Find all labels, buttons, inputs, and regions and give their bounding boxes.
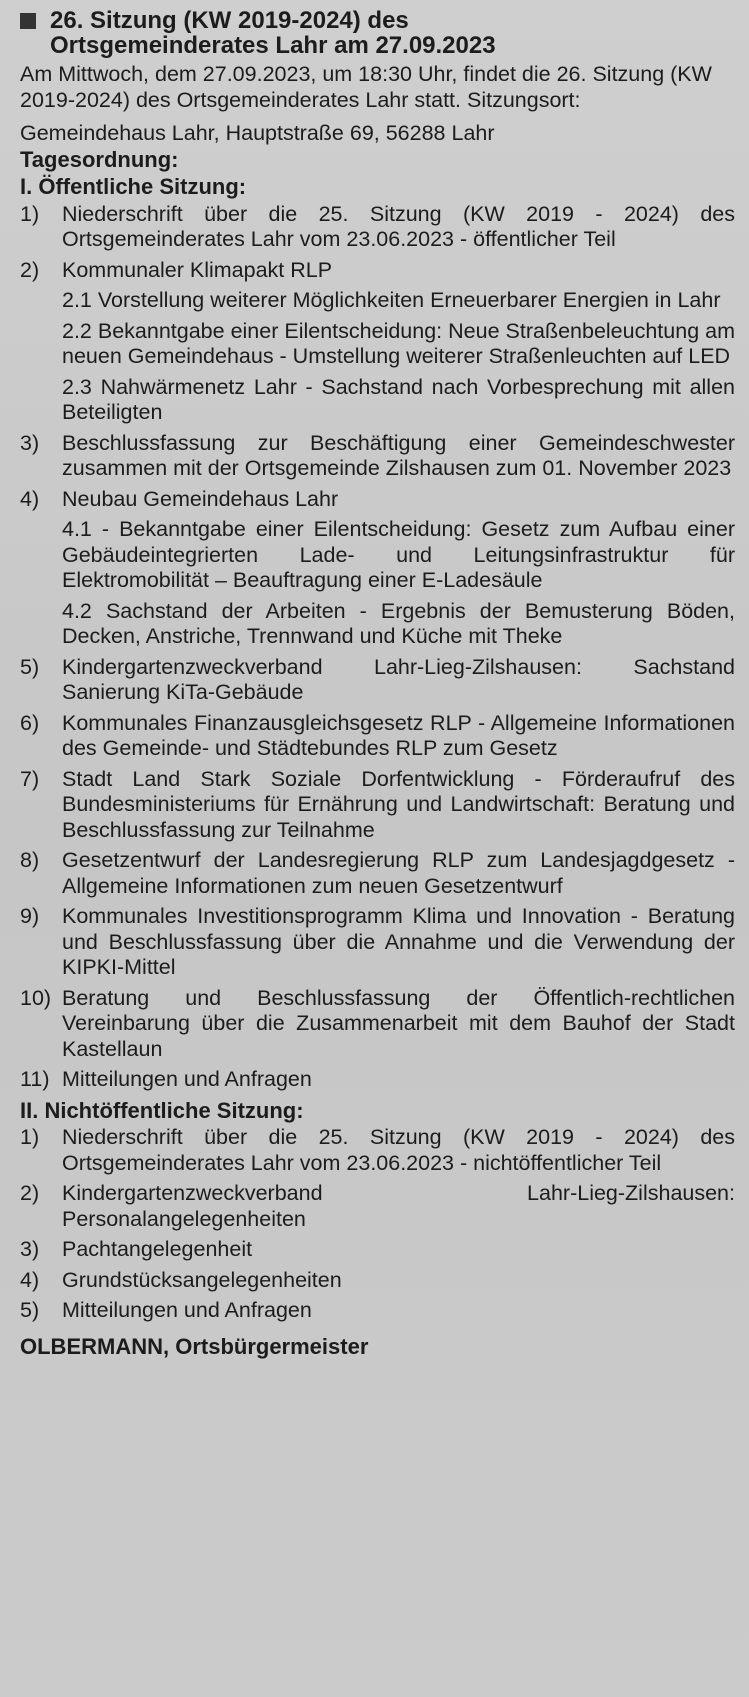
- agenda-title: Tagesordnung:: [20, 146, 179, 172]
- agenda-item-text: Niederschrift über die 25. Sitzung (KW 2019 - 2024) des Ortsgemeinderates Lahr vom 23.06.2023 - öffentlicher Teil: [62, 201, 735, 251]
- agenda-item: [20, 258, 735, 284]
- signature: OLBERMANN, Ortsbürgermeister: [20, 1333, 369, 1359]
- agenda-item: [20, 904, 735, 981]
- agenda-item-text: Kindergartenzweckverband Lahr-Lieg-Zilshausen: Sachstand Sanierung KiTa-Gebäude: [62, 654, 735, 704]
- agenda-item-number: 9): [20, 904, 40, 928]
- agenda-item-text: Kommunaler Klimapakt RLP: [62, 257, 333, 282]
- agenda-item: [20, 1237, 735, 1263]
- agenda-item-number: 4): [20, 486, 40, 511]
- agenda-item-number: 1): [20, 201, 40, 226]
- agenda-item: [20, 487, 735, 513]
- agenda-item: [20, 848, 735, 899]
- agenda-item-number: 5): [20, 654, 40, 679]
- agenda-item: [20, 767, 735, 844]
- agenda-item: [20, 1181, 735, 1232]
- agenda-item-text: Grundstücksangelegenheiten: [62, 1267, 342, 1292]
- agenda-item: [20, 1067, 735, 1093]
- agenda-item-text: Kindergartenzweckverband Lahr-Lieg-Zilshausen: Personalangelegenheiten: [62, 1181, 735, 1231]
- location-text: Gemeindehaus Lahr, Hauptstraße 69, 56288 Lahr: [20, 121, 495, 145]
- agenda-item-number: 10): [20, 985, 52, 1010]
- agenda-subitem: 4.2 Sachstand der Arbeiten - Ergebnis der Bemusterung Böden, Decken, Anstriche, Trennwand und Küche mit Theke: [62, 598, 735, 648]
- agenda-subitem: 2.2 Bekanntgabe einer Eilentscheidung: Neue Straßenbeleuchtung am neuen Gemeindehaus - Umstellung weiterer Straßenleuchten auf LED: [62, 318, 735, 368]
- headline-line-1: 26. Sitzung (KW 2019-2024) des: [50, 7, 409, 34]
- nonpublic-section-title: II. Nichtöffentliche Sitzung:: [20, 1097, 304, 1123]
- agenda-item-text: Mitteilungen und Anfragen: [62, 1067, 312, 1091]
- agenda-item-number: 7): [20, 766, 40, 791]
- agenda-item-text: Beratung und Beschlussfassung der Öffentlich-rechtlichen Vereinbarung über die Zusammenarbeit mit dem Bauhof der Stadt Kastellaun: [62, 985, 735, 1061]
- notice-headline: [20, 8, 735, 58]
- agenda-item: [20, 655, 735, 706]
- agenda-item-text: Kommunales Investitionsprogramm Klima und Innovation - Beratung und Beschlussfassung über die Annahme und die Verwendung der KIPKI-Mittel: [62, 904, 735, 979]
- agenda-item-number: 5): [20, 1298, 40, 1322]
- agenda-item: [20, 202, 735, 253]
- agenda-item-text: Neubau Gemeindehaus Lahr: [62, 486, 339, 511]
- agenda-item-text: Mitteilungen und Anfragen: [62, 1298, 312, 1322]
- agenda-item-text: Niederschrift über die 25. Sitzung (KW 2019 - 2024) des Ortsgemeinderates Lahr vom 23.06.2023 - nichtöffentlicher Teil: [62, 1125, 735, 1175]
- agenda-item-text: Kommunales Finanzausgleichsgesetz RLP - Allgemeine Informationen des Gemeinde- und Städtebundes RLP zum Gesetz: [62, 710, 735, 760]
- agenda-item-number: 4): [20, 1267, 40, 1292]
- agenda-subitem: 4.1 - Bekanntgabe einer Eilentscheidung: Gesetz zum Aufbau einer Gebäudeintegrierten Lade- und Leitungsinfrastruktur für Elektromobilität – Beauftragung einer E-Ladesäule: [62, 517, 735, 592]
- agenda-item-number: 2): [20, 1181, 40, 1205]
- agenda-item: [20, 986, 735, 1063]
- agenda-item: [20, 711, 735, 762]
- headline-line-2: Ortsgemeinderates Lahr am 27.09.2023: [50, 32, 496, 59]
- agenda-item: [20, 1298, 735, 1324]
- agenda-item-number: 11): [20, 1067, 50, 1091]
- square-bullet-icon: [20, 13, 36, 29]
- agenda-item: [20, 1125, 735, 1176]
- agenda-item-number: 8): [20, 848, 40, 872]
- agenda-item-text: Pachtangelegenheit: [62, 1237, 253, 1261]
- nonpublic-agenda-list: [20, 1125, 735, 1324]
- agenda-item-text: Gesetzentwurf der Landesregierung RLP zum Landesjagdgesetz - Allgemeine Informationen zum neuen Gesetzentwurf: [62, 848, 735, 898]
- agenda-item-text: Stadt Land Stark Soziale Dorfentwicklung - Förderaufruf des Bundesministeriums für Ernährung und Landwirtschaft: Beratung und Beschlussfassung zur Teilnahme: [62, 766, 735, 842]
- agenda-item-number: 2): [20, 257, 40, 282]
- agenda-item-number: 3): [20, 430, 40, 455]
- agenda-item-number: 3): [20, 1237, 40, 1261]
- intro-text: Am Mittwoch, dem 27.09.2023, um 18:30 Uhr, findet die 26. Sitzung (KW 2019-2024) des Ortsgemeinderates Lahr statt. Sitzungsort:: [20, 62, 712, 112]
- agenda-item: [20, 431, 735, 482]
- agenda-subitem: 2.1 Vorstellung weiterer Möglichkeiten Erneuerbarer Energien in Lahr: [62, 288, 721, 312]
- agenda-item-number: 6): [20, 710, 40, 735]
- agenda-item-number: 1): [20, 1125, 40, 1149]
- agenda-item: [20, 1268, 735, 1294]
- agenda-item-text: Beschlussfassung zur Beschäftigung einer Gemeindeschwester zusammen mit der Ortsgemeinde Zilshausen zum 01. November 2023: [62, 430, 735, 480]
- agenda-subitem: 2.3 Nahwärmenetz Lahr - Sachstand nach Vorbesprechung mit allen Beteiligten: [62, 374, 735, 424]
- public-agenda-list: [20, 202, 735, 1093]
- public-section-title: I. Öffentliche Sitzung:: [20, 174, 247, 199]
